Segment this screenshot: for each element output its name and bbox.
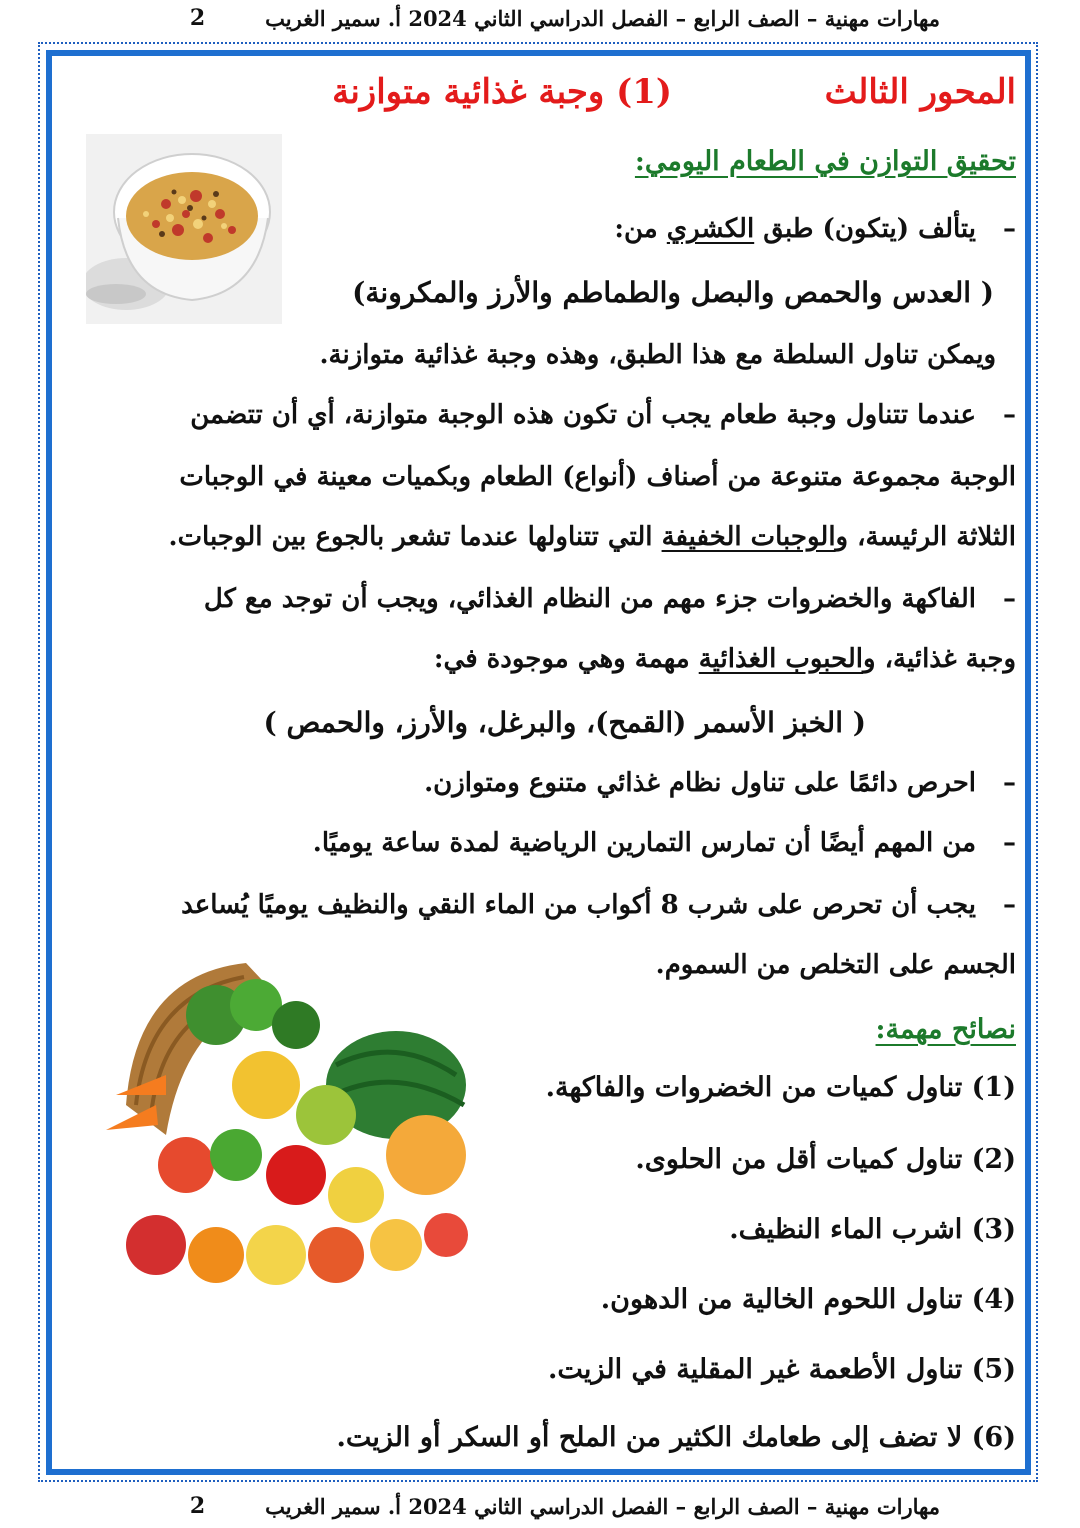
header-text: مهارات مهنية – الصف الرابع – الفصل الدراسي الثاني 2024 أ. سمير الغريب [265,5,940,31]
grains-term: الحبوب الغذائية [698,644,864,674]
fruit-vegetable-basket-image [96,955,488,1307]
tip-item: (3) اشرب الماء النظيف. [729,1214,1016,1245]
fruit-paragraph-line-2: وجبة غذائية، والحبوب الغذائية مهمة وهي موجودة في: [433,644,1016,674]
grains-list: ( الخبز الأسمر (القمح)، والبرغل، والأرز، والحمص ) [263,706,866,739]
footer-text: مهارات مهنية – الصف الرابع – الفصل الدراسي الثاني 2024 أ. سمير الغريب [265,1493,940,1519]
koshari-intro-line: –يتألف (يتكون) طبق الكشري من: [614,214,1016,244]
meal-paragraph-line-1: –عندما تتناول وجبة طعام يجب أن تكون هذه الوجبة متوازنة، أي أن تتضمن [190,400,1016,430]
section-heading-balance: تحقيق التوازن في الطعام اليومي: [634,146,1016,177]
tip-item: (6) لا تضف إلى طعامك الكثير من الملح أو السكر أو الزيت. [336,1422,1016,1453]
water-line-1: –يجب أن تحرص على شرب 8 أكواب من الماء النقي والنظيف يوميًا يُساعد [181,890,1016,920]
tip-item: (1) تناول كميات من الخضروات والفاكهة. [545,1072,1016,1103]
axis-title: المحور الثالث [824,72,1016,112]
tip-item: (4) تناول اللحوم الخالية من الدهون. [600,1284,1016,1315]
page-footer [60,1488,940,1524]
lesson-title: (1) وجبة غذائية متوازنة [332,72,672,112]
meal-paragraph-line-2: الوجبة مجموعة متنوعة من أصناف (أنواع) الطعام وبكميات معينة في الوجبات [179,462,1016,492]
section-heading-tips: نصائح مهمة: [875,1014,1016,1045]
tip-item: (5) تناول الأطعمة غير المقلية في الزيت. [548,1354,1016,1385]
tip-item: (2) تناول كميات أقل من الحلوى. [635,1144,1016,1175]
koshari-ingredients: ( العدس والحمص والبصل والطماطم والأرز والمكرونة) [352,276,994,309]
salad-line: ويمكن تناول السلطة مع هذا الطبق، وهذه وجبة غذائية متوازنة. [319,340,996,370]
header-page-number: 2 [189,5,206,31]
water-line-2: الجسم على التخلص من السموم. [655,950,1016,980]
meal-paragraph-line-3: الثلاثة الرئيسة، والوجبات الخفيفة التي تتناولها عندما تشعر بالجوع بين الوجبات. [168,522,1016,552]
page-header [60,0,940,36]
footer-page-number: 2 [189,1493,206,1519]
koshari-bowl-image [86,134,282,324]
tip-balance-line: –احرص دائمًا على تناول نظام غذائي متنوع ومتوازن. [424,768,1016,798]
fruit-paragraph-line-1: –الفاكهة والخضروات جزء مهم من النظام الغذائي، ويجب أن توجد مع كل [203,584,1016,614]
light-meals-term: الوجبات الخفيفة [661,522,836,552]
koshari-word: الكشري [666,214,755,244]
tip-exercise-line: –من المهم أيضًا أن تمارس التمارين الرياضية لمدة ساعة يوميًا. [312,828,1016,858]
